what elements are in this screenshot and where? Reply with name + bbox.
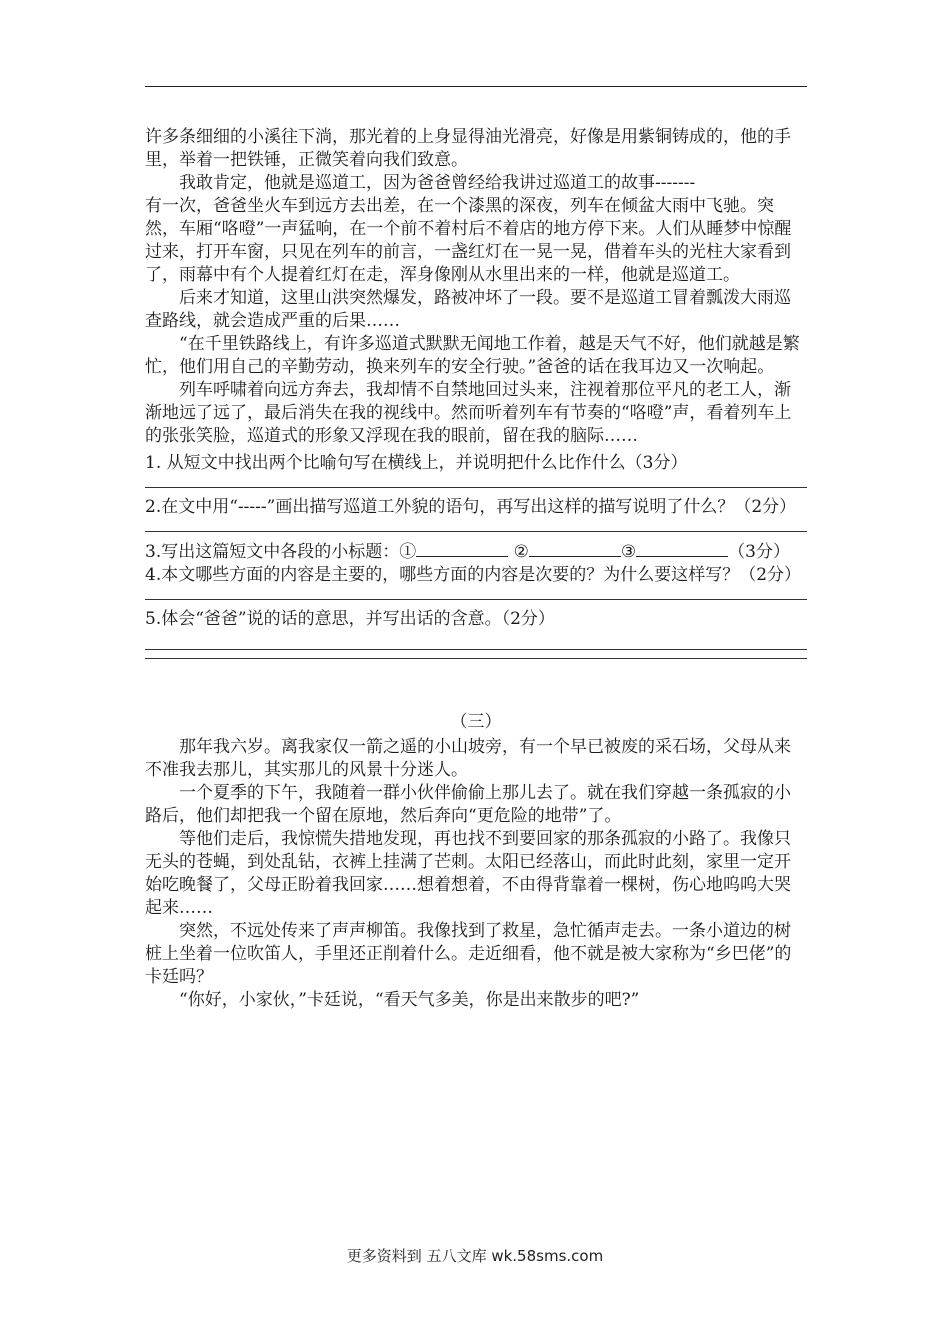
footer-link[interactable]: 更多资料到 五八文库 wk.58sms.com	[346, 1247, 604, 1265]
question-3-score: （3分）	[728, 542, 790, 562]
answer-line[interactable]	[145, 599, 807, 600]
story2-paragraph: 等他们走后，我惊慌失措地发现，再也找不到要回家的那条孤寂的小路了。我像只无头的苍蝇，到处乱钻，衣裤上挂满了芒刺。太阳已经落山，而此时此刻，家里一定开始吃晚餐了，父母正盼着我回家……想着想着，不由得背靠着一棵树，伤心地呜呜大哭起来……	[145, 829, 791, 918]
question-4: 4.本文哪些方面的内容是主要的，哪些方面的内容是次要的？为什么要这样写？（2分）	[145, 565, 802, 585]
answer-line[interactable]	[145, 658, 807, 659]
story1-paragraph: 列车呼啸着向远方奔去，我却情不自禁地回过头来，注视着那位平凡的老工人，渐渐地远了远了，最后消失在我的视线中。然而听着列车有节奏的“咯噔”声，看着列车上的张张笑脸，巡道式的形象又浮现在我的眼前，留在我的脑际……	[145, 380, 792, 446]
answer-blank-1[interactable]	[416, 540, 508, 557]
question-3	[145, 540, 807, 564]
answer-line[interactable]	[145, 531, 807, 532]
header-rule	[145, 86, 807, 87]
answer-line[interactable]	[145, 649, 807, 650]
question-2: 2.在文中用“-----”画出描写巡道工外貌的语句，再写出这样的描写说明了什么？（2分）	[145, 497, 797, 517]
story2-paragraph: “你好，小家伙，”卡廷说，“看天气多美，你是出来散步的吧?”	[179, 990, 640, 1010]
story1-paragraph: 有一次，爸爸坐火车到远方去出差，在一个漆黑的深夜，列车在倾盆大雨中飞驰。突然，车厢“咯噔”一声猛响，在一个前不着村后不着店的地方停下来。人们从睡梦中惊醒过来，打开车窗，只见在列车的前言，一盏红灯在一晃一晃，借着车头的光柱大家看到了，雨幕中有个人提着红灯在走，浑身像刚从水里出来的一样，他就是巡道工。	[145, 196, 792, 285]
story2-paragraph: 那年我六岁。离我家仅一箭之遥的小山坡旁，有一个早已被废的采石场，父母从来不准我去那儿，其实那儿的风景十分迷人。	[145, 737, 791, 780]
story1-paragraph: “在千里铁路线上，有许多巡道式默默无闻地工作着，越是天气不好，他们就越是繁忙，他们用自己的辛勤劳动，换来列车的安全行驶。”爸爸的话在我耳边又一次响起。	[145, 334, 800, 377]
blank-marker-3: ③	[620, 542, 637, 562]
section-title: （三）	[450, 712, 502, 732]
question-1: 1. 从短文中找出两个比喻句写在横线上，并说明把什么比作什么（3分）	[145, 453, 688, 473]
story1-paragraph: 我敢肯定，他就是巡道工，因为爸爸曾经给我讲过巡道工的故事-------	[179, 173, 696, 193]
story2-paragraph: 突然，不远处传来了声声柳笛。我像找到了救星，急忙循声走去。一条小道边的树桩上坐着一位吹笛人，手里还正削着什么。走近细看，他不就是被大家称为“乡巴佬”的卡廷吗？	[145, 921, 792, 987]
question-3-text: 3.写出这篇短文中各段的小标题：	[145, 542, 400, 562]
blank-marker-1: ①	[399, 542, 417, 562]
answer-line[interactable]	[145, 487, 807, 488]
story1-paragraph: 后来才知道，这里山洪突然爆发，路被冲坏了一段。要不是巡道工冒着瓢泼大雨巡查路线，就会造成严重的后果……	[145, 288, 791, 331]
answer-blank-3[interactable]	[636, 540, 728, 557]
question-5: 5.体会“爸爸”说的话的意思，并写出话的含意。（2分）	[145, 609, 555, 629]
answer-blank-2[interactable]	[529, 540, 621, 557]
document-body	[145, 126, 807, 1012]
blank-marker-2: ②	[513, 542, 529, 562]
story1-paragraph: 许多条细细的小溪往下淌，那光着的上身显得油光滑亮，好像是用紫铜铸成的，他的手里，举着一把铁锤，正微笑着向我们致意。	[145, 127, 791, 170]
story2-paragraph: 一个夏季的下午，我随着一群小伙伴偷偷上那儿去了。就在我们穿越一条孤寂的小路后，他们却把我一个留在原地，然后奔向“更危险的地带”了。	[145, 783, 791, 826]
